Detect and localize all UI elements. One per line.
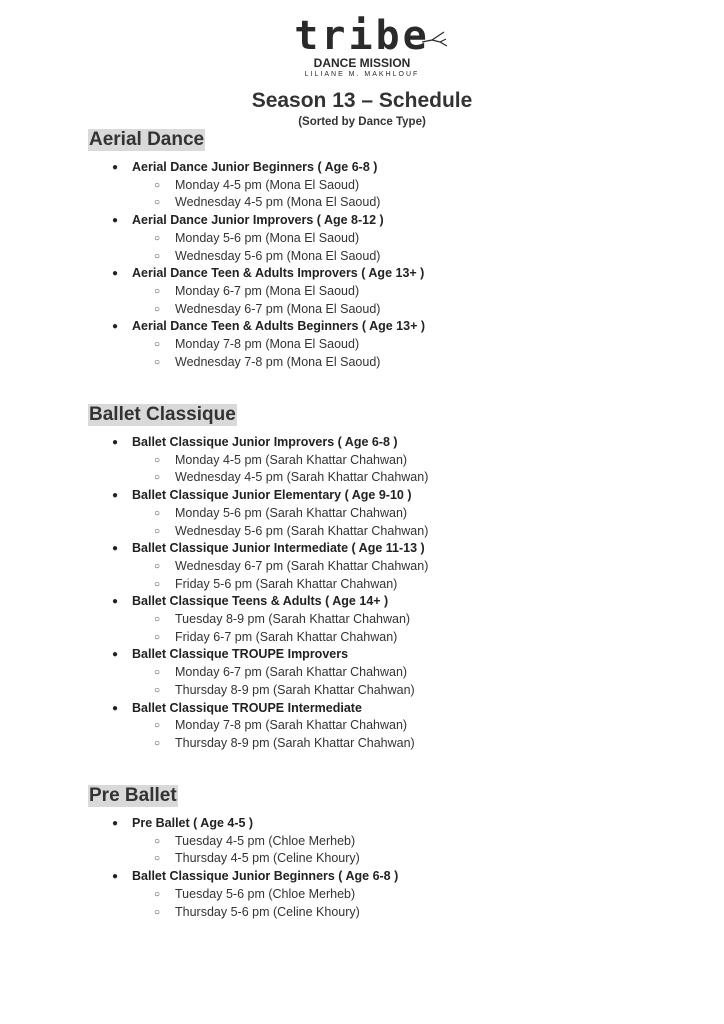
slot-item [88,886,688,904]
slot-item [88,576,688,594]
section-heading: Aerial Dance [89,129,205,150]
slot-item [88,354,688,372]
slot-list [132,336,688,371]
bullet-icon: ● [112,543,119,555]
slot-text: Wednesday 5-6 pm (Mona El Saoud) [175,248,381,263]
section-aerial-dance [88,129,688,371]
class-item [88,159,688,212]
slot-list [132,230,688,265]
class-name: Aerial Dance Junior Improvers ( Age 8-12 ) [132,213,384,228]
class-name: Ballet Classique Teens & Adults ( Age 14+ ) [132,594,389,609]
slot-item [88,336,688,354]
class-name: Aerial Dance Teen & Adults Beginners ( Age 13+ ) [132,319,426,334]
slot-text: Friday 6-7 pm (Sarah Khattar Chahwan) [175,629,398,644]
class-name: Aerial Dance Teen & Adults Improvers ( Age 13+ ) [132,266,425,281]
slot-text: Monday 5-6 pm (Sarah Khattar Chahwan) [175,505,408,520]
class-list [88,159,688,371]
slot-list [132,505,688,540]
slot-text: Monday 7-8 pm (Mona El Saoud) [175,337,360,352]
slot-list [132,452,688,487]
slot-item [88,629,688,647]
slot-item [88,904,688,922]
slot-item [88,452,688,470]
section-pre-ballet [88,785,688,921]
slot-list [132,177,688,212]
slot-item [88,735,688,753]
class-item [88,318,688,371]
circle-bullet-icon: ○ [154,507,161,519]
circle-bullet-icon: ○ [154,525,161,537]
circle-bullet-icon: ○ [154,232,161,244]
class-item [88,593,688,646]
class-item [88,700,688,753]
bullet-icon: ● [112,871,119,883]
slot-item [88,664,688,682]
slot-list [132,558,688,593]
slot-item [88,283,688,301]
slot-text: Tuesday 8-9 pm (Sarah Khattar Chahwan) [175,612,411,627]
bullet-icon: ● [112,702,119,714]
slot-list [132,833,688,868]
slot-list [132,664,688,699]
slot-text: Wednesday 7-8 pm (Mona El Saoud) [175,354,381,369]
class-item [88,646,688,699]
bullet-icon: ● [112,215,119,227]
bullet-icon: ● [112,268,119,280]
slot-text: Thursday 5-6 pm (Celine Khoury) [175,904,360,919]
slot-item [88,717,688,735]
section-heading: Pre Ballet [89,785,177,806]
circle-bullet-icon: ○ [154,454,161,466]
slot-list [132,886,688,921]
branch-icon [422,30,448,48]
slot-text: Monday 6-7 pm (Sarah Khattar Chahwan) [175,665,408,680]
circle-bullet-icon: ○ [154,339,161,351]
class-name: Ballet Classique TROUPE Intermediate [132,700,362,715]
circle-bullet-icon: ○ [154,303,161,315]
bullet-icon: ● [112,818,119,829]
slot-item [88,230,688,248]
class-name: Ballet Classique Junior Intermediate ( Age 11-13 ) [132,541,425,556]
section-heading: Ballet Classique [89,404,236,425]
class-item [88,540,688,593]
class-name: Ballet Classique Junior Improvers ( Age 6-8 ) [132,435,398,449]
logo-subtitle: DANCE MISSION [313,56,411,70]
circle-bullet-icon: ○ [154,285,161,297]
bullet-icon: ● [112,162,119,173]
class-item [88,868,688,921]
slot-text: Wednesday 4-5 pm (Mona El Saoud) [175,195,381,210]
class-item [88,212,688,265]
slot-text: Monday 6-7 pm (Mona El Saoud) [175,283,360,298]
logo [0,13,724,79]
class-item [88,434,688,487]
class-list [88,434,688,753]
page-subtitle: (Sorted by Dance Type) [298,116,426,128]
slot-text: Tuesday 5-6 pm (Chloe Merheb) [175,886,356,901]
circle-bullet-icon: ○ [154,720,161,732]
slot-text: Wednesday 5-6 pm (Sarah Khattar Chahwan) [175,523,429,538]
circle-bullet-icon: ○ [154,853,161,865]
slot-item [88,523,688,541]
circle-bullet-icon: ○ [154,737,161,749]
circle-bullet-icon: ○ [154,835,161,847]
bullet-icon: ● [112,437,119,448]
bullet-icon: ● [112,321,119,333]
slot-text: Monday 4-5 pm (Mona El Saoud) [175,177,360,192]
slot-item [88,850,688,868]
logo-wordmark [294,13,430,59]
slot-text: Wednesday 4-5 pm (Sarah Khattar Chahwan) [175,470,429,485]
circle-bullet-icon: ○ [154,560,161,572]
slot-text: Monday 7-8 pm (Sarah Khattar Chahwan) [175,718,408,733]
class-list [88,815,688,921]
slot-text: Wednesday 6-7 pm (Mona El Saoud) [175,301,381,316]
slot-item [88,469,688,487]
slot-text: Monday 4-5 pm (Sarah Khattar Chahwan) [175,452,408,467]
slot-list [132,283,688,318]
slot-item [88,301,688,319]
slot-item [88,177,688,195]
class-name: Ballet Classique TROUPE Improvers [132,647,349,662]
class-name: Pre Ballet ( Age 4-5 ) [132,816,254,830]
slot-item [88,248,688,266]
class-item [88,815,688,868]
circle-bullet-icon: ○ [154,250,161,262]
logo-owner: LILIANE M. MAKHLOUF [304,71,420,78]
slot-text: Thursday 8-9 pm (Sarah Khattar Chahwan) [175,682,415,697]
bullet-icon: ● [112,596,119,608]
class-name: Aerial Dance Junior Beginners ( Age 6-8 ) [132,160,378,174]
slot-text: Wednesday 6-7 pm (Sarah Khattar Chahwan) [175,558,429,573]
slot-text: Friday 5-6 pm (Sarah Khattar Chahwan) [175,576,398,591]
slot-item [88,611,688,629]
slot-text: Thursday 8-9 pm (Sarah Khattar Chahwan) [175,735,415,750]
slot-text: Tuesday 4-5 pm (Chloe Merheb) [175,833,356,848]
circle-bullet-icon: ○ [154,667,161,679]
bullet-icon: ● [112,490,119,502]
section-ballet-classique [88,404,688,753]
class-item [88,487,688,540]
slot-item [88,505,688,523]
slot-item [88,558,688,576]
circle-bullet-icon: ○ [154,684,161,696]
slot-text: Monday 5-6 pm (Mona El Saoud) [175,230,360,245]
slot-item [88,682,688,700]
class-name: Ballet Classique Junior Elementary ( Age 9-10 ) [132,488,412,503]
slot-list [132,611,688,646]
circle-bullet-icon: ○ [154,614,161,626]
class-name: Ballet Classique Junior Beginners ( Age 6-8 ) [132,869,399,884]
circle-bullet-icon: ○ [154,356,161,368]
class-item [88,265,688,318]
slot-item [88,833,688,851]
circle-bullet-icon: ○ [154,472,161,484]
circle-bullet-icon: ○ [154,888,161,900]
circle-bullet-icon: ○ [154,197,161,209]
slot-item [88,194,688,212]
logo-word: tribe [294,13,430,59]
circle-bullet-icon: ○ [154,179,161,191]
slot-text: Thursday 4-5 pm (Celine Khoury) [175,851,360,866]
bullet-icon: ● [112,649,119,661]
page-title: Season 13 – Schedule [251,89,473,112]
circle-bullet-icon: ○ [154,631,161,643]
circle-bullet-icon: ○ [154,578,161,590]
circle-bullet-icon: ○ [154,906,161,918]
slot-list [132,717,688,752]
